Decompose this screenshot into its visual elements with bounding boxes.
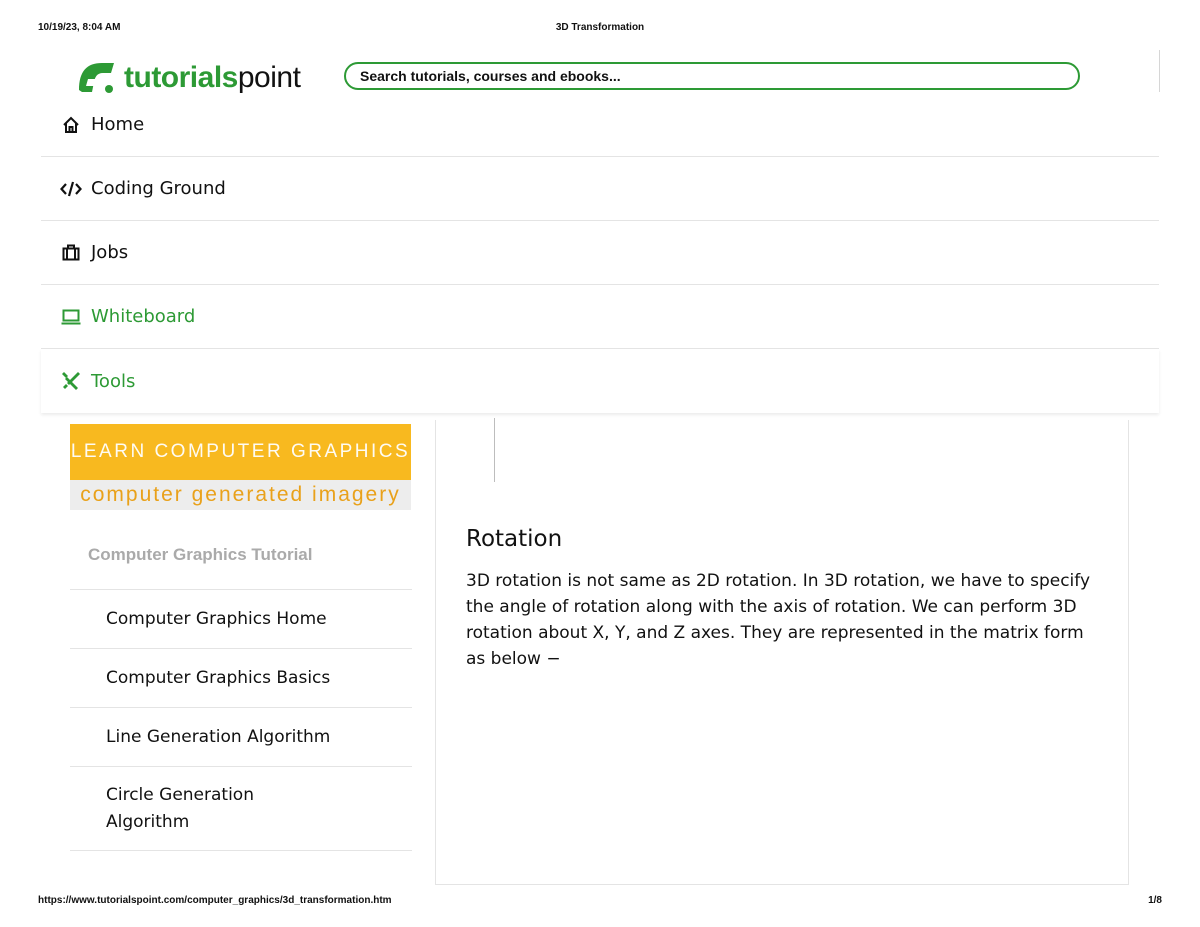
search-input[interactable] — [360, 68, 1040, 84]
header-divider — [1159, 50, 1160, 92]
main-nav-menu — [41, 93, 1159, 413]
sidebar-item-line-generation[interactable] — [70, 708, 412, 767]
nav-item-coding-ground[interactable] — [41, 157, 1159, 221]
banner-bottom — [70, 480, 411, 510]
section-paragraph: 3D rotation is not same as 2D rotation. In 3D rotation, we have to specify the angle of rotation along with the axis of rotation. We can perform 3D rotation about X, Y, and Z axes. They are represented in the matrix form as below − — [466, 571, 1091, 669]
logo-wordmark-part2: point — [237, 61, 301, 94]
logo-wordmark — [124, 61, 300, 95]
sidebar-item-circle-generation[interactable] — [70, 767, 412, 851]
print-header — [38, 22, 1162, 36]
nav-item-whiteboard[interactable] — [41, 285, 1159, 349]
nav-item-label: Jobs — [91, 242, 129, 263]
logo-icon — [68, 58, 120, 98]
logo-wordmark-part1: tutorials — [124, 61, 238, 94]
banner-top — [70, 424, 411, 480]
nav-item-label: Tools — [91, 370, 136, 392]
home-icon — [60, 115, 82, 135]
print-doc-title: 3D Transformation — [555, 22, 645, 33]
laptop-icon — [60, 307, 82, 327]
sidebar-item-label: Computer Graphics Basics — [106, 668, 331, 688]
search-box[interactable] — [344, 62, 1080, 90]
content-bottom-border — [435, 884, 1128, 885]
sidebar-item-label: Line Generation Algorithm — [106, 727, 331, 747]
print-page-number: 1/8 — [1148, 895, 1162, 906]
sidebar-item-label: Circle Generation Algorithm — [106, 784, 254, 832]
nav-item-tools[interactable] — [41, 349, 1159, 413]
nav-item-jobs[interactable] — [41, 221, 1159, 285]
sidebar-item-basics[interactable] — [70, 649, 412, 708]
sidebar-heading: Computer Graphics Tutorial — [70, 520, 412, 590]
sidebar-item-home[interactable] — [70, 590, 412, 649]
tutorial-sidebar — [70, 520, 412, 851]
nav-item-home[interactable] — [41, 93, 1159, 157]
site-logo[interactable] — [68, 58, 300, 98]
banner-line2: computer generated imagery — [80, 483, 401, 506]
content-left-border — [435, 420, 436, 885]
print-url: https://www.tutorialspoint.com/computer_graphics/3d_transformation.htm — [38, 895, 392, 906]
course-banner-image[interactable] — [70, 424, 411, 510]
banner-line1: LEARN COMPUTER GRAPHICS — [70, 441, 411, 462]
nav-item-label: Whiteboard — [91, 306, 196, 327]
nav-item-label: Coding Ground — [91, 178, 226, 199]
briefcase-icon — [60, 243, 82, 263]
print-footer — [38, 895, 1162, 909]
code-icon — [60, 179, 82, 199]
sidebar-item-label: Computer Graphics Home — [106, 609, 327, 629]
content-right-border — [1128, 420, 1129, 885]
article-content — [466, 526, 1106, 672]
section-heading: Rotation — [466, 526, 563, 552]
ad-placeholder-divider — [494, 418, 495, 482]
nav-item-label: Home — [91, 114, 145, 135]
print-datetime: 10/19/23, 8:04 AM — [38, 22, 121, 33]
tools-icon — [60, 371, 82, 391]
